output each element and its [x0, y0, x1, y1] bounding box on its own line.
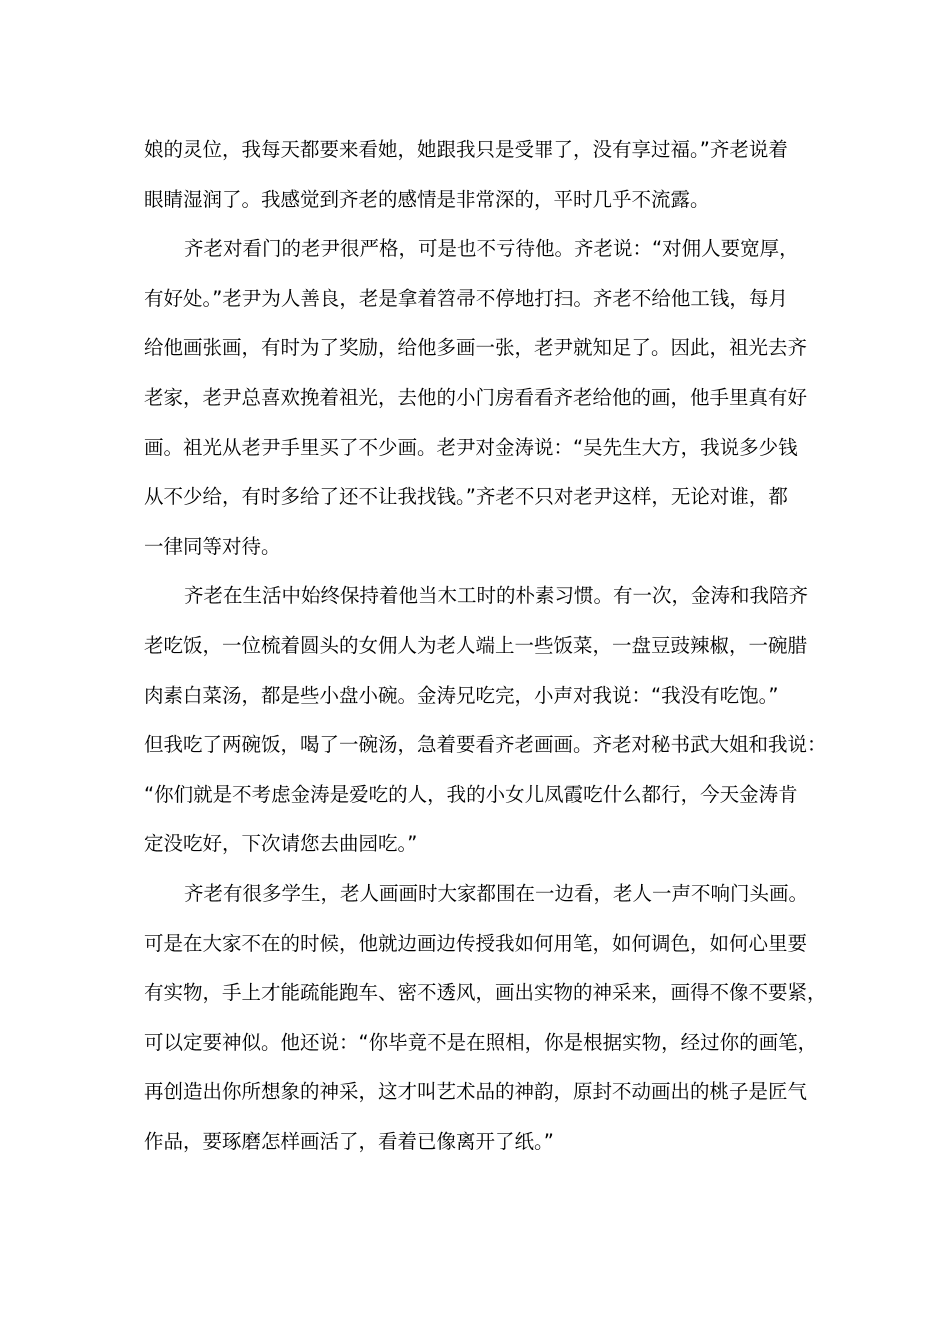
text-line-16: 齐老有很多学生，老人画画时大家都围在一边看，老人一声不响门头画。	[184, 881, 809, 905]
text-line-14: “你们就是不考虑金涛是爱吃的人，我的小女儿凤霞吃什么都行，今天金涛肯	[144, 782, 798, 806]
text-line-5: 给他画张画，有时为了奖励，给他多画一张，老尹就知足了。因此，祖光去齐	[144, 336, 808, 360]
text-line-12: 肉素白菜汤，都是些小盘小碗。金涛兄吃完，小声对我说：“我没有吃饱。”	[144, 683, 779, 707]
text-line-3: 齐老对看门的老尹很严格，可是也不亏待他。齐老说：“对佣人要宽厚，	[184, 237, 799, 261]
text-line-2: 眼睛湿润了。我感觉到齐老的感情是非常深的，平时几乎不流露。	[144, 187, 710, 211]
text-line-10: 齐老在生活中始终保持着他当木工时的朴素习惯。有一次，金涛和我陪齐	[184, 584, 809, 608]
text-line-7: 画。祖光从老尹手里买了不少画。老尹对金涛说：“吴先生大方，我说多少钱	[144, 435, 798, 459]
text-line-19: 可以定要神似。他还说：“你毕竟不是在照相，你是根据实物，经过你的画笔，	[144, 1030, 818, 1054]
text-line-21: 作品，要琢磨怎样画活了，看着已像离开了纸。”	[144, 1129, 554, 1153]
text-line-13: 但我吃了两碗饭，喝了一碗汤，急着要看齐老画画。齐老对秘书武大姐和我说：	[144, 733, 827, 757]
text-line-17: 可是在大家不在的时候，他就边画边传授我如何用笔，如何调色，如何心里要	[144, 931, 808, 955]
text-line-6: 老家，老尹总喜欢挽着祖光，去他的小门房看看齐老给他的画，他手里真有好	[144, 385, 808, 409]
text-line-9: 一律同等对待。	[144, 534, 281, 558]
text-line-18: 有实物，手上才能疏能跑车、密不透风，画出实物的神采来，画得不像不要紧，	[144, 981, 827, 1005]
text-line-4: 有好处。”老尹为人善良，老是拿着笤帚不停地打扫。齐老不给他工钱，每月	[144, 286, 788, 310]
text-line-20: 再创造出你所想象的神采，这才叫艺术品的神韵，原封不动画出的桃子是匠气	[144, 1080, 808, 1104]
body-text	[144, 133, 827, 1174]
text-line-15: 定没吃好，下次请您去曲园吃。”	[144, 832, 418, 856]
text-line-1: 娘的灵位，我每天都要来看她，她跟我只是受罪了，没有享过福。”齐老说着	[144, 138, 788, 161]
text-line-11: 老吃饭，一位梳着圆头的女佣人为老人端上一些饭菜，一盘豆豉辣椒，一碗腊	[144, 633, 808, 657]
text-line-8: 从不少给，有时多给了还不让我找钱。”齐老不只对老尹这样，无论对谁，都	[144, 485, 788, 509]
